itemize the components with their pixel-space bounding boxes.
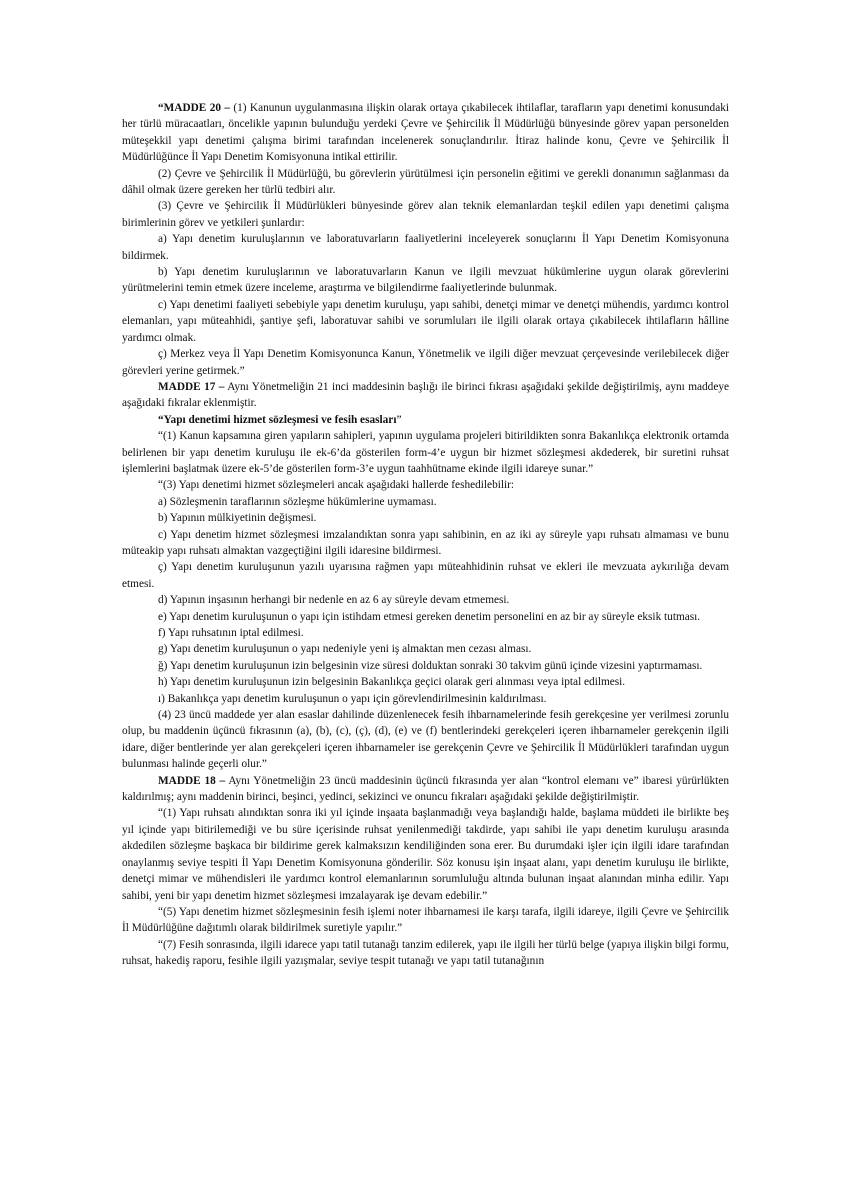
paragraph bbox=[122, 937, 729, 970]
paragraph bbox=[122, 428, 729, 477]
paragraph bbox=[122, 297, 729, 346]
paragraph-text: g) Yapı denetim kuruluşunun o yapı nedeniyle yeni iş almaktan men cezası alması. bbox=[158, 643, 532, 656]
paragraph bbox=[122, 412, 729, 428]
paragraph-text: c) Yapı denetim hizmet sözleşmesi imzalandıktan sonra yapı sahibinin, en az iki ay süreyle yapı ruhsatı almaması ve bunu müteakip yapı ruhsatı almaktan vazgeçtiğini ilgili idaresine bildirmesi. bbox=[122, 528, 729, 557]
paragraph-text: a) Yapı denetim kuruluşlarının ve laboratuvarların faaliyetlerini inceleyerek sonuçlarını İl Yapı Denetim Komisyonuna bildirmek. bbox=[122, 233, 729, 262]
paragraph bbox=[122, 609, 729, 625]
paragraph bbox=[122, 707, 729, 773]
paragraph bbox=[122, 494, 729, 510]
paragraph bbox=[122, 198, 729, 231]
paragraph bbox=[122, 264, 729, 297]
paragraph-text: b) Yapı denetim kuruluşlarının ve laboratuvarların Kanun ve ilgili mevzuat hükümlerine uygun olarak görevlerini yürütmelerini temin etmek üzere inceleme, araştırma ve bilgilendirme faaliyetlerinde bulunmak. bbox=[122, 266, 729, 295]
paragraph-text: h) Yapı denetim kuruluşunun izin belgesinin Bakanlıkça geçici olarak geri alınması veya iptal edilmesi. bbox=[158, 676, 626, 689]
section-heading: “Yapı denetimi hizmet sözleşmesi ve fesih esasları bbox=[158, 413, 397, 426]
paragraph-text: a) Sözleşmenin taraflarının sözleşme hükümlerine uymaması. bbox=[158, 495, 437, 508]
paragraph bbox=[122, 625, 729, 641]
paragraph-text: “(1) Yapı ruhsatı alındıktan sonra iki yıl içinde inşaata başlanmadığı veya başlandığı halde, başlama müddeti ile birlikte beş yıl içinde yapı bitirilemediği ve bu süre içerisinde ruhsat yenilenmediği takdirde, yapı sahibi ile yapı denetim kuruluşu arasında akdedilen sözleşme başkaca bir bildirime gerek kalmaksızın kendiliğinden sona erer. Bu durumdaki işler için ilgili idare tarafından onaylanmış seviye tespiti İl Yapı Denetim Komisyonuna gönderilir. Söz konusu işin inşaat alanı, yapı denetim kuruluşu ile birlikte, denetçi mimar ve mühendisleri ile yardımcı kontrol elemanlarının sorumluluğu altında bulunan inşaat alanından minha edilir. Yapı sahibi, yeni bir yapı denetim hizmet sözleşmesi imzalayarak işe devam edebilir.” bbox=[122, 807, 729, 902]
paragraph bbox=[122, 559, 729, 592]
paragraph-text: ç) Yapı denetim kuruluşunun yazılı uyarısına rağmen yapı müteahhidinin ruhsat ve ekleri ile mevzuata aykırılığa devam etmesi. bbox=[122, 561, 729, 590]
paragraph bbox=[122, 527, 729, 560]
paragraph-text: f) Yapı ruhsatının iptal edilmesi. bbox=[158, 627, 304, 639]
paragraph bbox=[122, 477, 729, 493]
paragraph-text: (4) 23 üncü maddede yer alan esaslar dahilinde düzenlenecek fesih ihbarnamelerinde fesih gerekçesine yer verilmesi zorunlu olup, bu maddenin üçüncü fıkrasının (a), (b), (c), (ç), (d), (e) ve (f) bentlerindeki gerekçeleri içeren ihbarnameler gerekçenin ilgili idare, diğer bentlerinde yer alan gerekçeleri içeren ihbarnameler ise gerekçenin Çevre ve Şehircilik İl Müdürlükleri tarafından uygun bulunması halinde geçerli olur.” bbox=[122, 709, 729, 771]
paragraph bbox=[122, 691, 729, 707]
paragraph-text: e) Yapı denetim kuruluşunun o yapı için istihdam etmesi gereken denetim personelini en az bir ay süreyle eksik tutması. bbox=[158, 610, 701, 623]
paragraph-text: (3) Çevre ve Şehircilik İl Müdürlükleri bünyesinde görev alan teknik elemanlardan teşkil edilen yapı denetimi çalışma birimlerinin görev ve yetkileri şunlardır: bbox=[122, 200, 729, 229]
paragraph-text: ı) Bakanlıkça yapı denetim kuruluşunun o yapı için görevlendirilmesinin kaldırılması. bbox=[158, 692, 547, 705]
paragraph-text: Aynı Yönetmeliğin 21 inci maddesinin başlığı ile birinci fıkrası aşağıdaki şekilde değiştirilmiş, aynı maddeye aşağıdaki fıkralar eklenmiştir. bbox=[122, 380, 729, 410]
paragraph-text: (2) Çevre ve Şehircilik İl Müdürlüğü, bu görevlerin yürütülmesi için personelin eğitimi ve gerekli donanımın sağlanması da dâhil olmak üzere gereken her türlü tedbiri alır. bbox=[122, 167, 729, 197]
paragraph bbox=[122, 674, 729, 690]
paragraph-text: ” bbox=[396, 413, 402, 426]
paragraph-text: “(3) Yapı denetimi hizmet sözleşmeleri ancak aşağıdaki hallerde feshedilebilir: bbox=[158, 479, 515, 492]
paragraph-text: Aynı Yönetmeliğin 23 üncü maddesinin üçüncü fıkrasında yer alan “kontrol elemanı ve” ibaresi yürürlükten kaldırılmış; aynı maddenin birinci, beşinci, yedinci, sekizinci ve onuncu fıkraları aşağıdaki şekilde değiştirilmiştir. bbox=[122, 774, 729, 804]
paragraph bbox=[122, 805, 729, 903]
paragraph-text: “(5) Yapı denetim hizmet sözleşmesinin fesih işlemi noter ihbarnamesi ile karşı tarafa, ilgili idareye, ilgili Çevre ve Şehircilik İl Müdürlüğüne dağıtımlı olarak bildirilmek suretiyle yapılır.” bbox=[122, 905, 729, 935]
paragraph-text: ç) Merkez veya İl Yapı Denetim Komisyonunca Kanun, Yönetmelik ve ilgili diğer mevzuat çerçevesinde verilebilecek diğer görevleri yerine getirmek.” bbox=[122, 348, 729, 377]
paragraph-text: “(7) Fesih sonrasında, ilgili idarece yapı tatil tutanağı tanzim edilerek, yapı ile ilgili her türlü belge (yapıya ilişkin bilgi formu, ruhsat, hakediş raporu, fesihle ilgili yazışmalar, seviye tespit tutanağı ve yapı tatil tutanağının bbox=[122, 938, 729, 968]
paragraph-text: c) Yapı denetimi faaliyeti sebebiyle yapı denetim kuruluşu, yapı sahibi, denetçi mimar ve denetçi mühendis, yardımcı kontrol elemanları, yapı müteahhidi, şantiye şefi, laboratuvar sahibi ve sorumluları ile ilgili olarak ortaya çıkabilecek ihtilafların hâlline yardımcı olmak. bbox=[122, 298, 729, 344]
document-page bbox=[122, 100, 729, 970]
paragraph bbox=[122, 379, 729, 412]
paragraph-text: “(1) Kanun kapsamına giren yapıların sahipleri, yapının uygulama projeleri bitirildikten sonra Bakanlıkça elektronik ortamda belirlenen bir yapı denetim kuruluşu ile ek-6’da gösterilen form-4’e uygun bir hizmet sözleşmesi akdederek, bir suretini ruhsat işlemlerini başlatmak üzere ek-5’de gösterilen form-3’e uygun taahhütname ekinde ilgili idareye sunar.” bbox=[122, 430, 729, 475]
paragraph bbox=[122, 904, 729, 937]
paragraph bbox=[122, 100, 729, 166]
paragraph bbox=[122, 231, 729, 264]
paragraph-text: ğ) Yapı denetim kuruluşunun izin belgesinin vize süresi dolduktan sonraki 30 takvim günü içinde vizesini yaptırmaması. bbox=[158, 659, 703, 672]
paragraph bbox=[122, 346, 729, 379]
paragraph bbox=[122, 773, 729, 806]
paragraph bbox=[122, 592, 729, 608]
article-heading: MADDE 18 – bbox=[158, 774, 226, 787]
paragraph bbox=[122, 510, 729, 526]
paragraph-text: (1) Kanunun uygulanmasına ilişkin olarak ortaya çıkabilecek ihtilaflar, tarafların yapı denetimi konusundaki her türlü müracaatları, öncelikle yapının bulunduğu yerdeki Çevre ve Şehircilik İl Müdürlüğü bünyesinde görev yapan personelden müteşekkil yapı denetimi çalışma birimi tarafından incelenerek sonuçlandırılır. İtiraz halinde konu, Çevre ve Şehircilik İl Müdürlüğünce İl Yapı Denetim Komisyonuna intikal ettirilir. bbox=[122, 102, 729, 164]
paragraph-text: d) Yapının inşasının herhangi bir nedenle en az 6 ay süreyle devam etmemesi. bbox=[158, 594, 510, 607]
paragraph bbox=[122, 166, 729, 199]
article-heading: “MADDE 20 – bbox=[158, 102, 231, 114]
article-heading: MADDE 17 – bbox=[158, 380, 225, 393]
paragraph-text: b) Yapının mülkiyetinin değişmesi. bbox=[158, 512, 317, 525]
paragraph bbox=[122, 641, 729, 657]
paragraph bbox=[122, 658, 729, 674]
